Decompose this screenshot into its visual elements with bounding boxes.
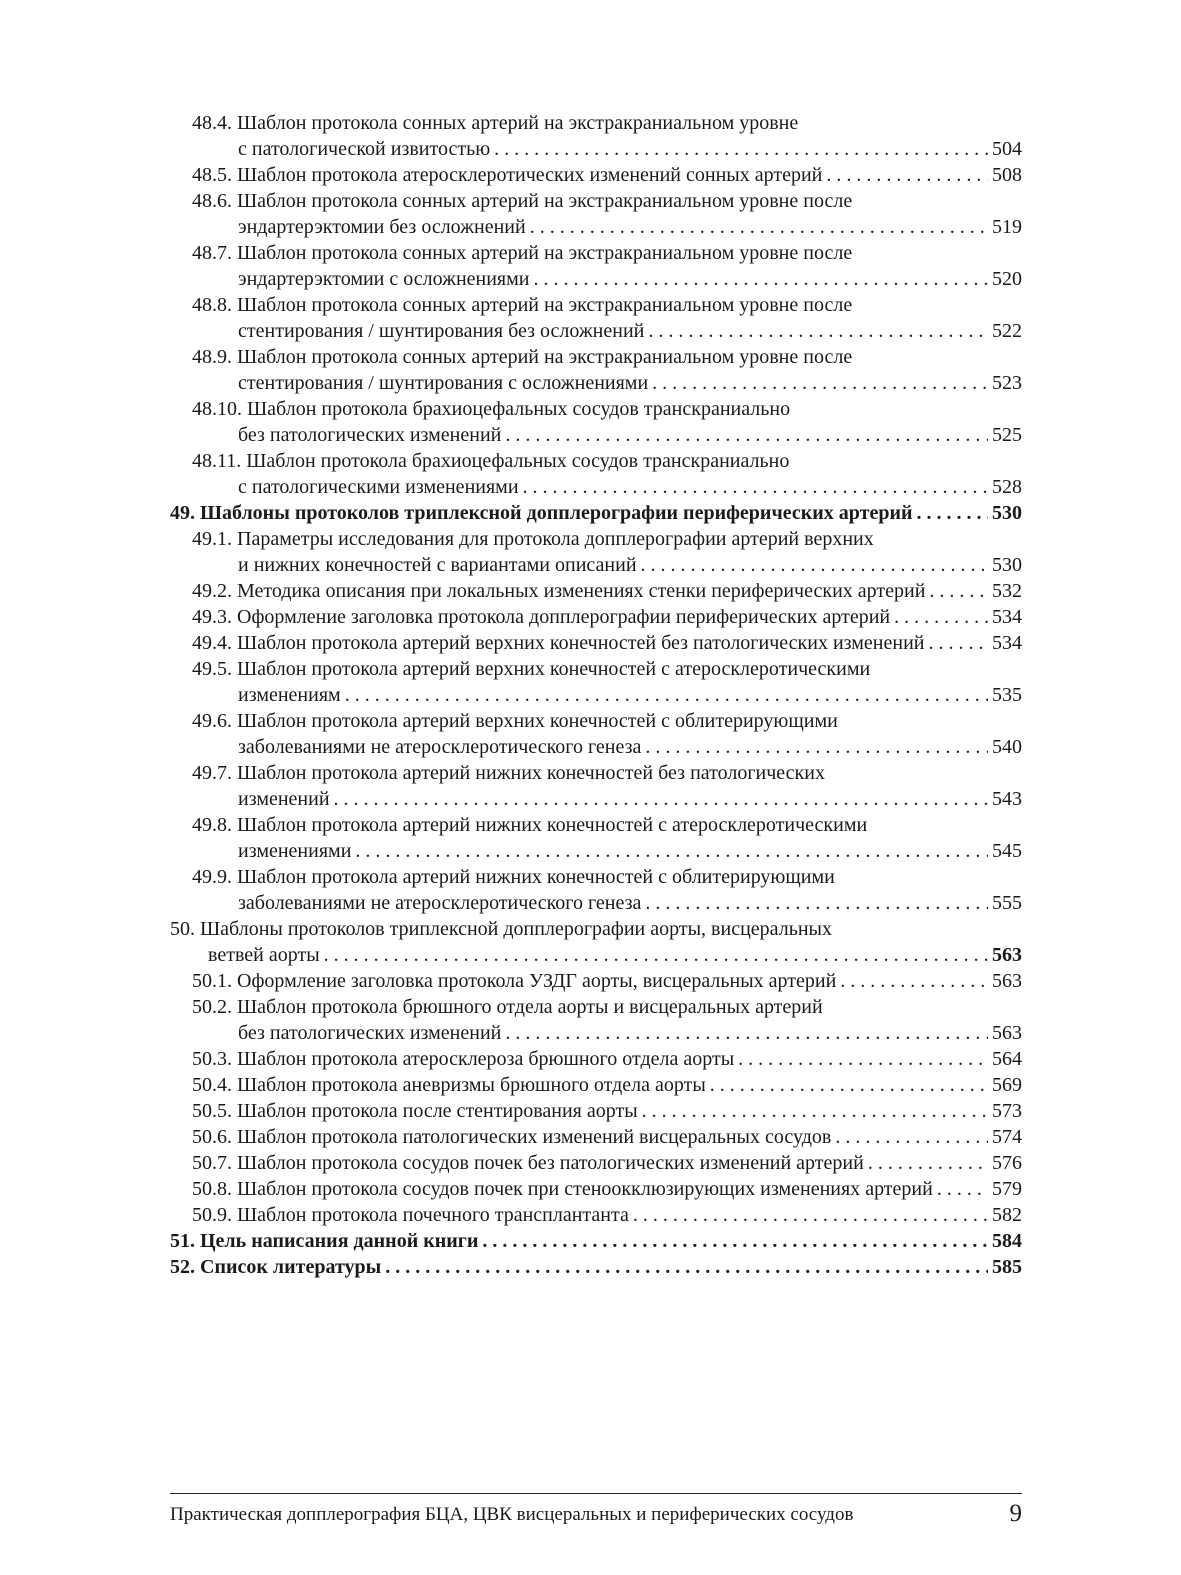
- toc-entry-title: 50.1. Оформление заголовка протокола УЗДГ аорты, висцеральных артерий: [192, 968, 840, 994]
- dot-leader: [645, 890, 988, 916]
- toc-entry-page: 520: [992, 268, 1022, 290]
- toc-entry-title: с патологической извитостью: [238, 136, 494, 162]
- dot-leader: [482, 1228, 988, 1254]
- toc-entry-title: 48.4. Шаблон протокола сонных артерий на экстракраниальном уровне: [192, 112, 799, 134]
- dot-leader: [835, 1124, 988, 1150]
- toc-entry-page: 530: [992, 502, 1022, 524]
- dot-leader: [710, 1072, 988, 1098]
- toc-entry-page: 545: [992, 840, 1022, 862]
- toc-entry: [170, 916, 1022, 968]
- toc-entry: [170, 240, 1022, 292]
- toc-entry: [170, 1202, 1022, 1228]
- toc-entry-title: 49.3. Оформление заголовка протокола допплерографии периферических артерий: [192, 604, 894, 630]
- toc-entry-title: 50.4. Шаблон протокола аневризмы брюшного отдела аорты: [192, 1072, 710, 1098]
- toc-entry-page: 528: [992, 476, 1022, 498]
- dot-leader: [633, 1202, 988, 1228]
- toc-entry: [170, 1072, 1022, 1098]
- toc-entry-title: эндартерэктомии с осложнениями: [238, 266, 533, 292]
- toc-entry-page: 519: [992, 216, 1022, 238]
- dot-leader: [505, 1020, 988, 1046]
- toc-entry: [170, 526, 1022, 578]
- toc-entry-page: 535: [992, 684, 1022, 706]
- toc-entry-title: 48.7. Шаблон протокола сонных артерий на экстракраниальном уровне после: [192, 242, 853, 264]
- toc-entry-title: 48.5. Шаблон протокола атеросклеротических изменений сонных артерий: [192, 162, 826, 188]
- toc-entry-page: 582: [992, 1204, 1022, 1226]
- toc-entry: [170, 110, 1022, 162]
- toc-entry-page: 563: [992, 970, 1022, 992]
- toc-entry-title: эндартерэктомии без осложнений: [238, 214, 530, 240]
- dot-leader: [894, 604, 988, 630]
- toc-entry: [170, 1124, 1022, 1150]
- dot-leader: [937, 1176, 988, 1202]
- toc-entry: [170, 578, 1022, 604]
- toc-entry: [170, 1098, 1022, 1124]
- toc-entry-title: 50.8. Шаблон протокола сосудов почек при стеноокклюзирующих изменениях артерий: [192, 1176, 937, 1202]
- toc-entry: [170, 500, 1022, 526]
- toc-entry-title: 51. Цель написания данной книги: [170, 1228, 482, 1254]
- dot-leader: [334, 786, 988, 812]
- dot-leader: [523, 474, 988, 500]
- toc-entry: [170, 448, 1022, 500]
- toc-entry-title: 49. Шаблоны протоколов триплексной допплерографии периферических артерий: [170, 500, 917, 526]
- toc-entry-title: 50.7. Шаблон протокола сосудов почек без патологических изменений артерий: [192, 1150, 868, 1176]
- toc-entry-page: 534: [992, 632, 1022, 654]
- dot-leader: [642, 1098, 988, 1124]
- toc-entry-page: 574: [992, 1126, 1022, 1148]
- toc-entry-title: 50.5. Шаблон протокола после стентирования аорты: [192, 1098, 642, 1124]
- dot-leader: [738, 1046, 988, 1072]
- dot-leader: [652, 370, 988, 396]
- toc-entry: [170, 1046, 1022, 1072]
- toc-entry-title: 50.9. Шаблон протокола почечного трансплантанта: [192, 1202, 633, 1228]
- toc-entry: [170, 1150, 1022, 1176]
- toc-entry-title: и нижних конечностей с вариантами описаний: [238, 552, 641, 578]
- dot-leader: [868, 1150, 988, 1176]
- toc-entry-title: изменениям: [238, 682, 345, 708]
- toc-entry-page: 569: [992, 1074, 1022, 1096]
- toc-entry-title: 49.2. Методика описания при локальных изменениях стенки периферических артерий: [192, 578, 929, 604]
- toc-entry-title: ветвей аорты: [208, 942, 324, 968]
- toc-entry-title: 49.1. Параметры исследования для протокола допплерографии артерий верхних: [192, 528, 874, 550]
- toc-entry-page: 530: [992, 554, 1022, 576]
- dot-leader: [494, 136, 988, 162]
- dot-leader: [929, 578, 988, 604]
- toc-entry-page: 540: [992, 736, 1022, 758]
- toc-entry: [170, 1228, 1022, 1254]
- toc-entry: [170, 162, 1022, 188]
- toc-entry-page: 522: [992, 320, 1022, 342]
- dot-leader: [385, 1254, 988, 1280]
- toc-entry-page: 543: [992, 788, 1022, 810]
- toc-entry-title: 48.10. Шаблон протокола брахиоцефальных сосудов транскраниально: [192, 398, 791, 420]
- toc-entry-title: 49.5. Шаблон протокола артерий верхних конечностей с атеросклеротическими: [192, 658, 871, 680]
- dot-leader: [917, 500, 988, 526]
- toc-entry-page: 534: [992, 606, 1022, 628]
- toc-entry: [170, 292, 1022, 344]
- toc-entry-page: 508: [992, 164, 1022, 186]
- dot-leader: [533, 266, 988, 292]
- toc-entry-title: 49.9. Шаблон протокола артерий нижних конечностей с облитерирующими: [192, 866, 835, 888]
- toc-entry-title: без патологических изменений: [238, 422, 505, 448]
- toc-entry-page: 563: [992, 944, 1022, 966]
- toc-entry: [170, 812, 1022, 864]
- dot-leader: [345, 682, 988, 708]
- toc-entry-title: стентирования / шунтирования с осложнениями: [238, 370, 652, 396]
- toc-entry-page: 584: [992, 1230, 1022, 1252]
- toc-entry-page: 585: [992, 1256, 1022, 1278]
- toc-entry-title: 52. Список литературы: [170, 1254, 385, 1280]
- dot-leader: [355, 838, 988, 864]
- dot-leader: [505, 422, 988, 448]
- toc-entry: [170, 344, 1022, 396]
- toc-entry: [170, 708, 1022, 760]
- toc-entry-page: 555: [992, 892, 1022, 914]
- page-number: 9: [1009, 1500, 1022, 1527]
- dot-leader: [928, 630, 988, 656]
- toc-entry-page: 564: [992, 1048, 1022, 1070]
- toc-entry-page: 504: [992, 138, 1022, 160]
- dot-leader: [324, 942, 988, 968]
- page-footer: [170, 1493, 1022, 1527]
- dot-leader: [648, 318, 988, 344]
- toc-entry-page: 532: [992, 580, 1022, 602]
- toc-entry: [170, 630, 1022, 656]
- toc-entry-page: 576: [992, 1152, 1022, 1174]
- toc-entry-title: 48.8. Шаблон протокола сонных артерий на экстракраниальном уровне после: [192, 294, 853, 316]
- toc-entry-title: 49.7. Шаблон протокола артерий нижних конечностей без патологических: [192, 762, 825, 784]
- toc-entry-title: 50.6. Шаблон протокола патологических изменений висцеральных сосудов: [192, 1124, 835, 1150]
- toc-entry: [170, 604, 1022, 630]
- toc-entry: [170, 1176, 1022, 1202]
- toc-entry: [170, 188, 1022, 240]
- toc-entry-title: 48.6. Шаблон протокола сонных артерий на экстракраниальном уровне после: [192, 190, 853, 212]
- toc-entry: [170, 864, 1022, 916]
- toc-entry-title: изменений: [238, 786, 334, 812]
- toc-entry-page: 573: [992, 1100, 1022, 1122]
- toc-entry-title: изменениями: [238, 838, 355, 864]
- dot-leader: [641, 552, 988, 578]
- toc-entry: [170, 760, 1022, 812]
- toc-entry-title: с патологическими изменениями: [238, 474, 523, 500]
- toc-entry-title: 49.6. Шаблон протокола артерий верхних конечностей с облитерирующими: [192, 710, 838, 732]
- table-of-contents: [170, 110, 1022, 1280]
- toc-entry: [170, 968, 1022, 994]
- toc-entry: [170, 396, 1022, 448]
- toc-entry-title: без патологических изменений: [238, 1020, 505, 1046]
- toc-entry-title: 49.4. Шаблон протокола артерий верхних конечностей без патологических изменений: [192, 630, 928, 656]
- toc-entry-title: 48.9. Шаблон протокола сонных артерий на экстракраниальном уровне после: [192, 346, 853, 368]
- toc-entry: [170, 1254, 1022, 1280]
- toc-entry-title: 50.2. Шаблон протокола брюшного отдела аорты и висцеральных артерий: [192, 996, 823, 1018]
- toc-entry-title: 50.3. Шаблон протокола атеросклероза брюшного отдела аорты: [192, 1046, 738, 1072]
- toc-entry-title: стентирования / шунтирования без осложнений: [238, 318, 648, 344]
- dot-leader: [826, 162, 988, 188]
- toc-entry-title: 48.11. Шаблон протокола брахиоцефальных сосудов транскраниально: [192, 450, 790, 472]
- toc-entry-title: заболеваниями не атеросклеротического генеза: [238, 890, 645, 916]
- toc-entry-title: 49.8. Шаблон протокола артерий нижних конечностей с атеросклеротическими: [192, 814, 868, 836]
- dot-leader: [530, 214, 988, 240]
- toc-entry-page: 525: [992, 424, 1022, 446]
- toc-entry: [170, 994, 1022, 1046]
- toc-entry-title: 50. Шаблоны протоколов триплексной допплерографии аорты, висцеральных: [170, 918, 832, 940]
- toc-entry-title: заболеваниями не атеросклеротического генеза: [238, 734, 645, 760]
- dot-leader: [645, 734, 988, 760]
- footer-title: Практическая допплерография БЦА, ЦВК висцеральных и периферических сосудов: [170, 1504, 854, 1525]
- toc-entry-page: 523: [992, 372, 1022, 394]
- toc-entry-page: 563: [992, 1022, 1022, 1044]
- dot-leader: [840, 968, 988, 994]
- toc-entry: [170, 656, 1022, 708]
- toc-entry-page: 579: [992, 1178, 1022, 1200]
